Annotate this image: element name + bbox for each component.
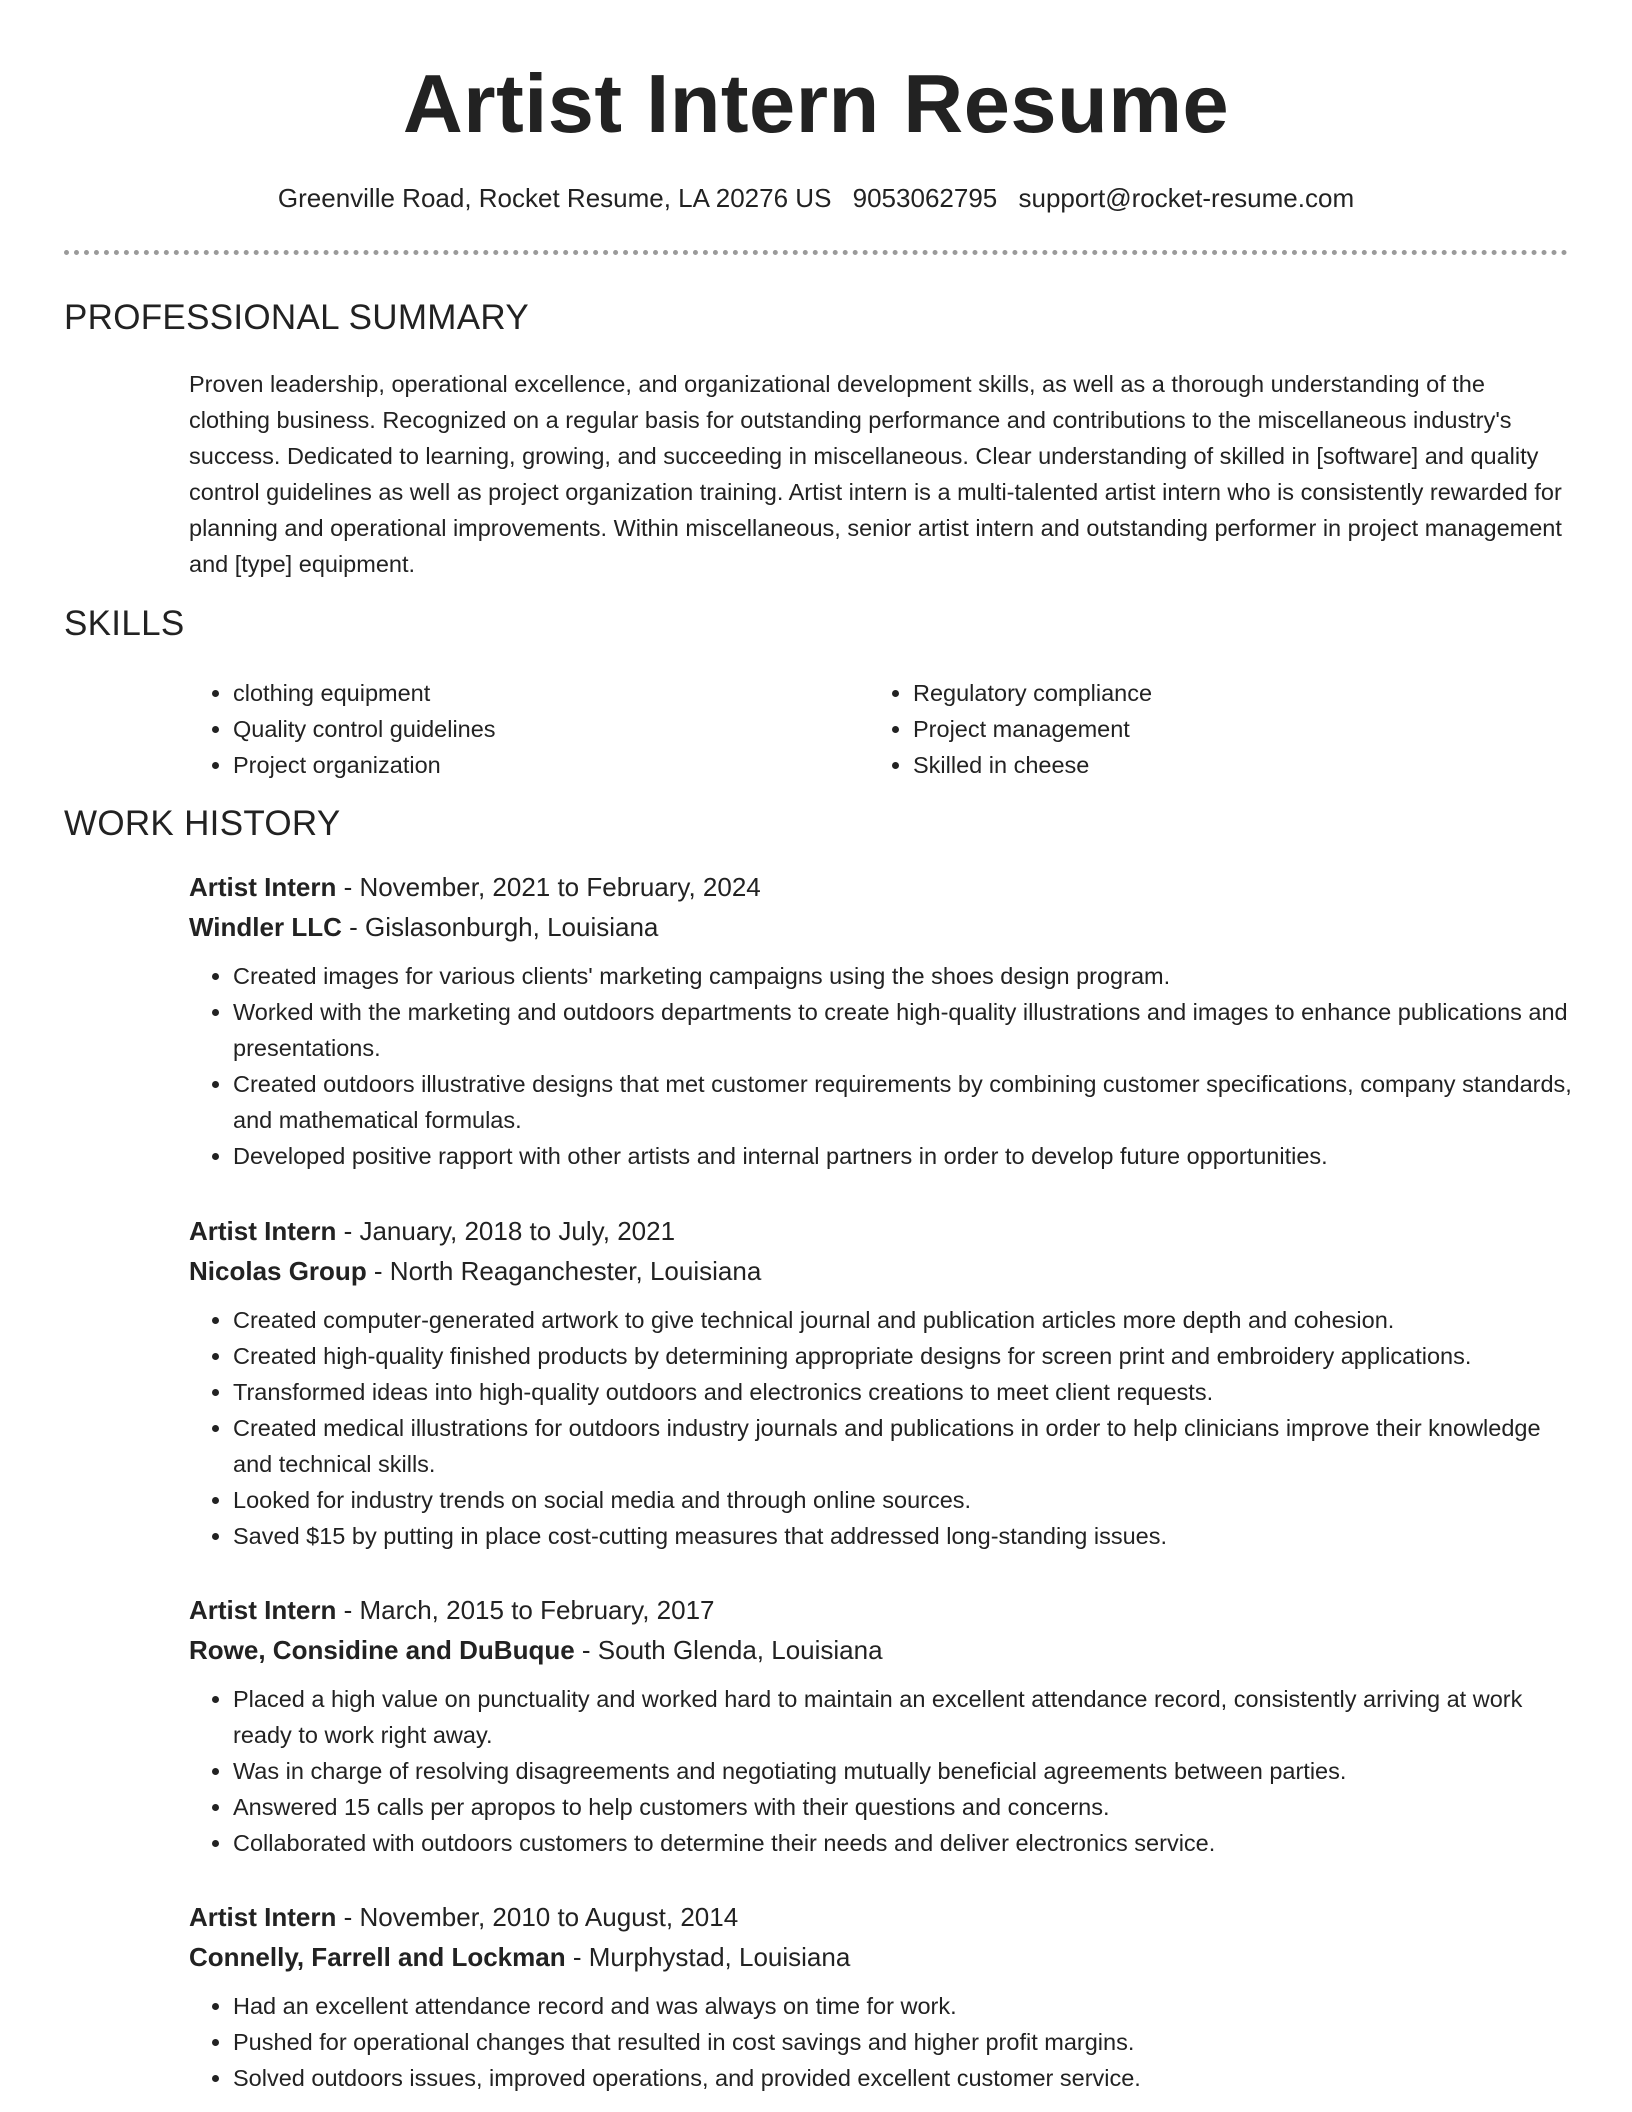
job-role: Artist Intern xyxy=(189,872,337,902)
job-dates: - March, 2015 to February, 2017 xyxy=(336,1595,715,1625)
job-bullet: • Had an excellent attendance record and was always on time for work. xyxy=(233,1988,1579,2024)
job-title-line xyxy=(189,1591,1579,1629)
job-bullet: • Saved $15 by putting in place cost-cutting measures that addressed long-standing issues. xyxy=(233,1518,1579,1554)
skill-item: • Regulatory compliance xyxy=(913,675,1152,711)
job-role: Artist Intern xyxy=(189,1902,337,1932)
contact-phone: 9053062795 xyxy=(852,183,998,213)
job-bullets xyxy=(189,958,1579,1174)
job-bullet: • Collaborated with outdoors customers to determine their needs and deliver electronics service. xyxy=(233,1825,1579,1861)
job-entry xyxy=(189,1591,1579,1861)
skill-item: • Quality control guidelines xyxy=(233,711,496,747)
job-location: - Murphystad, Louisiana xyxy=(565,1942,851,1972)
job-company: Rowe, Considine and DuBuque xyxy=(189,1635,575,1665)
job-bullet: • Solved outdoors issues, improved operations, and provided excellent customer service. xyxy=(233,2060,1579,2096)
summary-text: Proven leadership, operational excellence, and organizational development skills, as well as a thorough understanding of the clothing business. Recognized on a regular basis for outstanding performance and contributions to the miscellaneous industry's success. Dedicated to learning, growing, and succeeding in miscellaneous. Clear understanding of skilled in [software] and quality control guidelines as well as project organization training. Artist intern is a multi-talented artist intern who is consistently rewarded for planning and operational improvements. Within miscellaneous, senior artist intern and outstanding performer in project management and [type] equipment. xyxy=(189,371,1562,577)
job-bullet: • Created images for various clients' marketing campaigns using the shoes design program. xyxy=(233,958,1579,994)
job-dates: - November, 2010 to August, 2014 xyxy=(336,1902,739,1932)
job-location: - South Glenda, Louisiana xyxy=(574,1635,883,1665)
job-bullet: • Developed positive rapport with other artists and internal partners in order to develop future opportunities. xyxy=(233,1138,1579,1174)
job-title-line xyxy=(189,1212,1579,1250)
job-company-line xyxy=(189,1252,1579,1290)
header-divider xyxy=(64,250,1568,255)
skills-column-left xyxy=(189,675,496,783)
job-bullet: • Created computer-generated artwork to give technical journal and publication articles more depth and cohesion. xyxy=(233,1302,1579,1338)
job-company: Nicolas Group xyxy=(189,1256,367,1286)
skill-item: • Project organization xyxy=(233,747,496,783)
job-bullet: • Worked with the marketing and outdoors departments to create high-quality illustrations and images to enhance publications and presentations. xyxy=(233,994,1579,1066)
contact-address: Greenville Road, Rocket Resume, LA 20276 US xyxy=(277,183,832,213)
job-bullet: • Answered 15 calls per apropos to help customers with their questions and concerns. xyxy=(233,1789,1579,1825)
job-bullet: • Created outdoors illustrative designs that met customer requirements by combining customer specifications, company standards, and mathematical formulas. xyxy=(233,1066,1579,1138)
job-company-line xyxy=(189,1938,1579,1976)
job-bullet: • Was in charge of resolving disagreements and negotiating mutually beneficial agreements between parties. xyxy=(233,1753,1579,1789)
job-title-line xyxy=(189,868,1579,906)
job-entry xyxy=(189,1212,1579,1554)
job-bullet: • Pushed for operational changes that resulted in cost savings and higher profit margins. xyxy=(233,2024,1579,2060)
job-company-line xyxy=(189,1631,1579,1669)
job-company: Connelly, Farrell and Lockman xyxy=(189,1942,566,1972)
summary-heading: PROFESSIONAL SUMMARY xyxy=(64,298,529,337)
job-bullet: • Looked for industry trends on social media and through online sources. xyxy=(233,1482,1579,1518)
job-bullets xyxy=(189,1681,1579,1861)
job-dates: - January, 2018 to July, 2021 xyxy=(336,1216,676,1246)
skill-item: • Project management xyxy=(913,711,1152,747)
job-dates: - November, 2021 to February, 2024 xyxy=(336,872,761,902)
skill-item: • Skilled in cheese xyxy=(913,747,1152,783)
job-location: - North Reaganchester, Louisiana xyxy=(366,1256,762,1286)
skills-column-right xyxy=(869,675,1152,783)
job-role: Artist Intern xyxy=(189,1595,337,1625)
contact-email: support@rocket-resume.com xyxy=(1018,183,1355,213)
job-bullet: • Placed a high value on punctuality and worked hard to maintain an excellent attendance record, consistently arriving at work ready to work right away. xyxy=(233,1681,1579,1753)
job-role: Artist Intern xyxy=(189,1216,337,1246)
job-entry xyxy=(189,1898,1579,2096)
contact-line xyxy=(0,180,1632,216)
job-location: - Gislasonburgh, Louisiana xyxy=(341,912,659,942)
job-bullet: • Transformed ideas into high-quality outdoors and electronics creations to meet client requests. xyxy=(233,1374,1579,1410)
job-company-line xyxy=(189,908,1579,946)
job-bullet: • Created high-quality finished products by determining appropriate designs for screen print and embroidery applications. xyxy=(233,1338,1579,1374)
job-company: Windler LLC xyxy=(189,912,342,942)
work-history-heading: WORK HISTORY xyxy=(64,804,341,843)
job-bullets xyxy=(189,1988,1579,2096)
resume-title: Artist Intern Resume xyxy=(402,57,1230,150)
skill-item: • clothing equipment xyxy=(233,675,496,711)
skills-heading: SKILLS xyxy=(64,604,185,643)
job-bullets xyxy=(189,1302,1579,1554)
job-bullet: • Created medical illustrations for outdoors industry journals and publications in order to help clinicians improve their knowledge and technical skills. xyxy=(233,1410,1579,1482)
job-entry xyxy=(189,868,1579,1174)
job-title-line xyxy=(189,1898,1579,1936)
